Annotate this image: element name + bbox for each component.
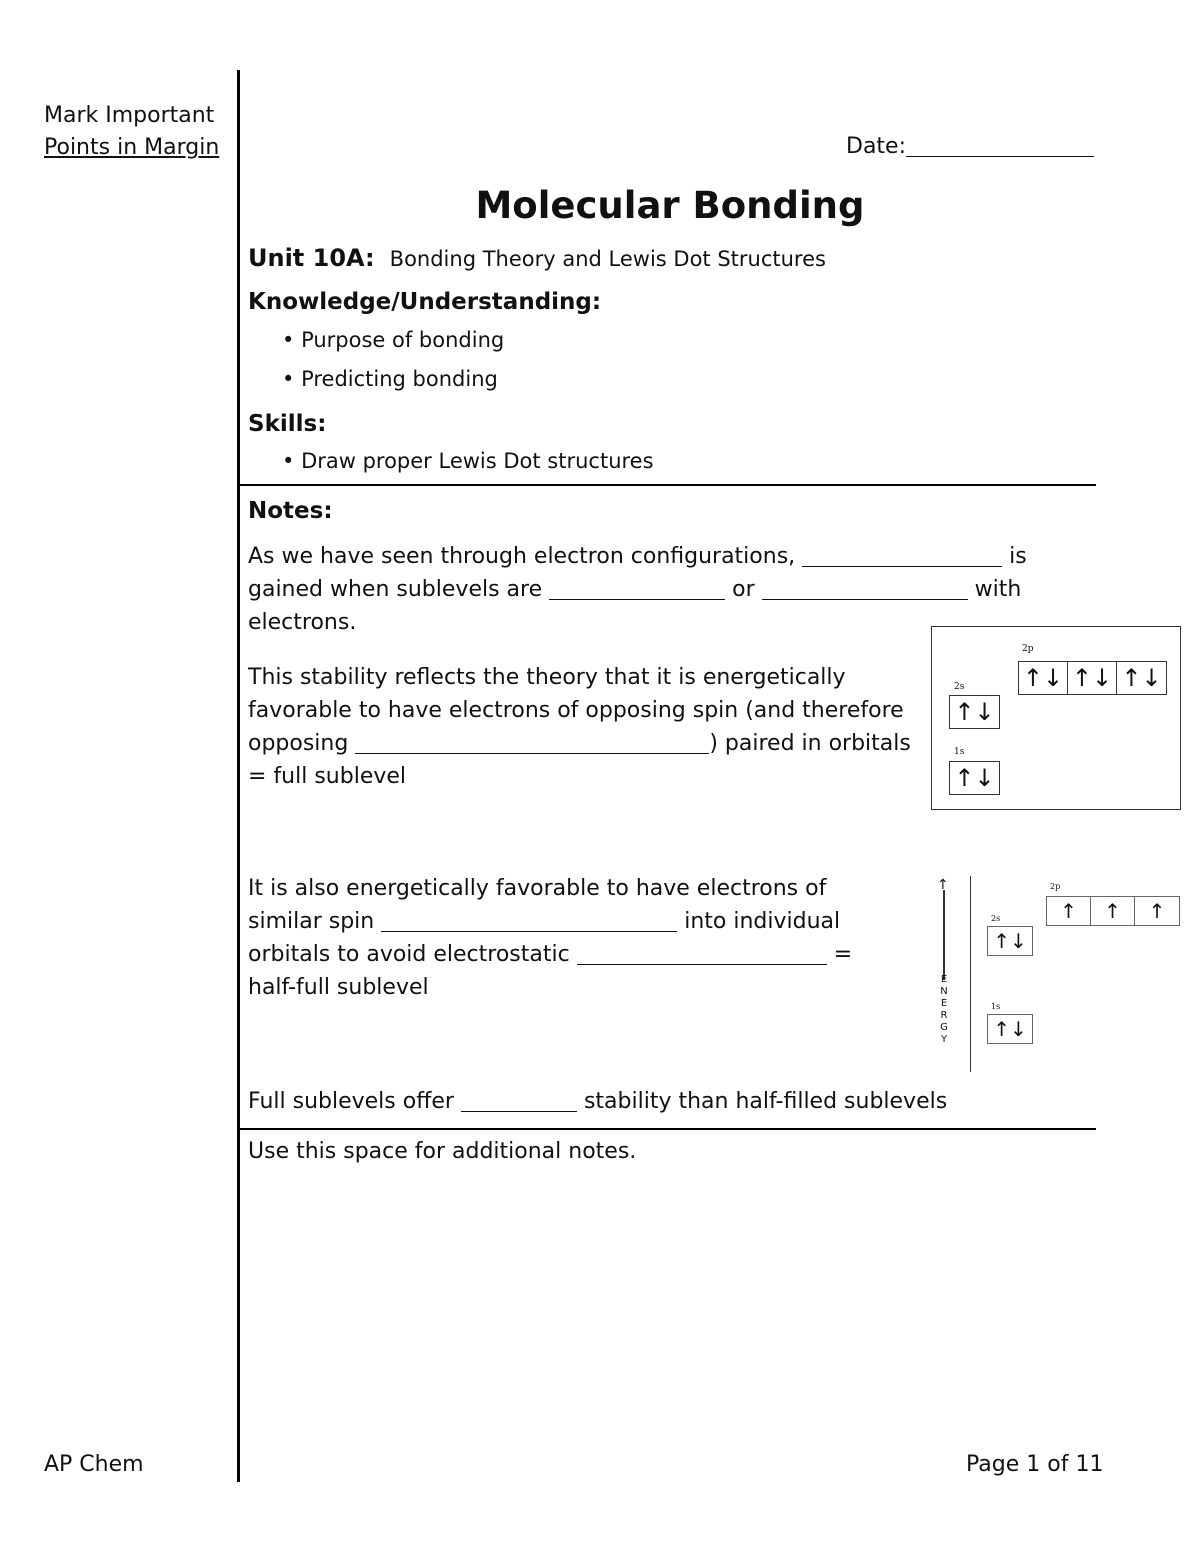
unit-line [248, 242, 826, 276]
orbital-label-2s: 2s [954, 682, 965, 692]
energy-arrow-shaft [943, 890, 945, 980]
additional-notes-label: Use this space for additional notes. [248, 1139, 637, 1164]
skills-heading: Skills: [248, 411, 327, 437]
notes-paragraph-3: It is also energetically favorable to have electrons of similar spin into individual orbitals to avoid electrostatic = half-full sublevel [248, 876, 853, 1000]
fill-blank[interactable] [461, 1089, 577, 1112]
orbital-single: ↑ [1047, 897, 1091, 925]
notes-heading: Notes: [248, 498, 333, 524]
orbital-box-1s [987, 1014, 1033, 1044]
orbital-box-2p [1018, 661, 1167, 695]
fill-blank[interactable] [549, 577, 725, 600]
footer-course: AP Chem [44, 1452, 144, 1477]
fill-blank[interactable] [762, 577, 968, 600]
skills-item: • Draw proper Lewis Dot structures [282, 449, 654, 473]
orbital-pair: ↑↓ [1019, 662, 1068, 694]
orbital-box-2s [987, 926, 1033, 956]
fill-blank[interactable] [577, 942, 827, 965]
margin-note-line1: Mark Important [44, 103, 215, 128]
energy-arrow-icon: ↑ [937, 877, 949, 893]
orbital-pair: ↑↓ [993, 929, 1027, 953]
orbital-label-2s: 2s [991, 914, 1001, 923]
knowledge-item: • Predicting bonding [282, 367, 498, 391]
fill-blank[interactable] [802, 544, 1002, 567]
section-divider [240, 484, 1096, 486]
margin-divider [237, 70, 240, 1482]
orbital-pair: ↑↓ [993, 1017, 1027, 1041]
energy-label: E N E R G Y [940, 974, 948, 1045]
orbital-box-1s [949, 761, 1000, 795]
page-title: Molecular Bonding [475, 184, 865, 227]
orbital-box-2s [949, 695, 1000, 729]
margin-note-line2: Points in Margin [44, 135, 220, 160]
orbital-pair: ↑↓ [1121, 664, 1162, 692]
orbital-pair: ↑↓ [954, 698, 995, 726]
orbital-box-2p [1046, 896, 1180, 926]
orbital-label-1s: 1s [954, 747, 965, 757]
orbital-label-1s: 1s [991, 1002, 1001, 1011]
date-field [846, 134, 1094, 159]
notes-paragraph-4: Full sublevels offer stability than half-filled sublevels [248, 1089, 948, 1114]
fill-blank[interactable] [381, 909, 677, 932]
orbital-label-2p: 2p [1022, 644, 1034, 654]
full-sublevel-orbital-diagram [931, 626, 1181, 810]
half-full-sublevel-orbital-diagram [930, 868, 1190, 1078]
date-blank[interactable] [906, 134, 1094, 157]
footer-page-number: Page 1 of 11 [966, 1452, 1104, 1477]
notes-paragraph-2: This stability reflects the theory that it is energetically favorable to have electrons of opposing spin (and therefore opposing ) paired in orbitals = full sublevel [248, 665, 911, 789]
section-divider [240, 1128, 1096, 1130]
knowledge-heading: Knowledge/Understanding: [248, 289, 602, 315]
orbital-pair: ↑↓ [1068, 662, 1117, 694]
unit-name: Bonding Theory and Lewis Dot Structures [389, 247, 826, 271]
orbital-label-2p: 2p [1050, 882, 1061, 891]
orbital-single: ↑ [1091, 897, 1135, 925]
notes-paragraph-1: As we have seen through electron configurations, is gained when sublevels are or with electrons. [248, 544, 1027, 635]
orbital-single: ↑ [1148, 899, 1166, 923]
date-label: Date: [846, 134, 906, 159]
orbital-pair: ↑↓ [954, 764, 995, 792]
knowledge-item: • Purpose of bonding [282, 328, 505, 352]
fill-blank[interactable] [355, 731, 709, 754]
unit-label: Unit 10A: [248, 244, 375, 272]
diagram-axis [970, 876, 971, 1072]
